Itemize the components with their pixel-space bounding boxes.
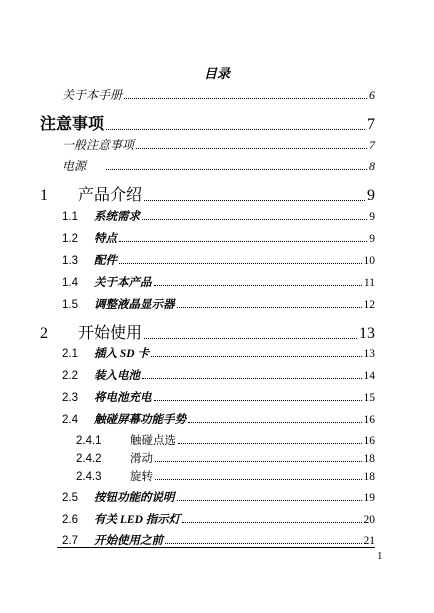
- toc-leader-dots: [142, 378, 362, 379]
- toc-entry-label: 旋转: [130, 471, 153, 483]
- toc-entry[interactable]: [62, 345, 375, 361]
- toc-entry-page: 7: [367, 116, 375, 133]
- toc-entry-label: 触碰屏幕功能手势: [94, 414, 186, 426]
- toc-entry-label: 注意事项: [40, 116, 105, 133]
- toc-entry-number: 2.1: [62, 348, 78, 360]
- toc-entry-label: 插入 SD 卡: [94, 348, 149, 360]
- toc-leader-dots: [154, 400, 362, 401]
- toc-entry-page: 6: [369, 88, 375, 102]
- toc-leader-dots: [155, 479, 362, 480]
- toc-entry-number: 2.4: [62, 414, 78, 426]
- toc-entry-page: 13: [363, 348, 375, 360]
- toc-entry[interactable]: [62, 86, 375, 103]
- toc-entry-number: 2.4.3: [76, 471, 102, 483]
- toc-entry[interactable]: [62, 489, 375, 505]
- toc-entry-page: 14: [363, 370, 375, 382]
- toc-entry-label: 调整液晶显示器: [94, 299, 175, 311]
- toc-entry-page: 18: [363, 471, 375, 483]
- toc-leader-dots: [142, 219, 367, 220]
- toc-entry[interactable]: [62, 136, 375, 153]
- toc-entry[interactable]: [62, 532, 375, 548]
- toc-entry-label: 滑动: [130, 453, 153, 465]
- toc-entry-page: 19: [363, 492, 375, 504]
- toc-entry[interactable]: [40, 320, 375, 343]
- toc-entry-number: 2.4.1: [76, 435, 102, 447]
- toc-leader-dots: [154, 285, 362, 286]
- toc-entry-number: 2.2: [62, 370, 78, 382]
- toc-entry-label: 有关 LED 指示灯: [94, 514, 181, 526]
- toc-entry[interactable]: [62, 208, 375, 224]
- toc-entry-label: 关于本产品: [94, 277, 152, 289]
- toc-entry-page: 9: [367, 187, 375, 204]
- toc-entry[interactable]: [62, 230, 375, 246]
- toc-entry[interactable]: [76, 450, 375, 466]
- toc-entry-number: 1.5: [62, 299, 78, 311]
- toc-leader-dots: [144, 338, 357, 339]
- toc-leader-dots: [144, 200, 365, 201]
- toc-leader-dots: [182, 522, 361, 523]
- toc-entry-label: 一般注意事项: [62, 138, 135, 152]
- toc-entry-label: 开始使用之前: [94, 535, 163, 547]
- toc-leader-dots: [119, 241, 367, 242]
- toc-entry-page: 9: [369, 233, 375, 245]
- toc-entry[interactable]: [62, 411, 375, 427]
- toc-entry-page: 21: [363, 535, 375, 547]
- toc-entry-number: 1.1: [62, 211, 78, 223]
- toc-entry[interactable]: [40, 111, 375, 134]
- toc-entry-label: 装入电池: [94, 370, 140, 382]
- footer-rule: [57, 547, 375, 548]
- toc-entry[interactable]: [40, 182, 375, 205]
- toc-leader-dots: [124, 98, 367, 99]
- toc-leader-dots: [165, 543, 362, 544]
- toc-entry[interactable]: [76, 468, 375, 484]
- toc-entry-page: 7: [369, 138, 375, 152]
- toc-entry-number: 1.2: [62, 233, 78, 245]
- toc-leader-dots: [155, 461, 362, 462]
- toc-entry-page: 16: [363, 435, 375, 447]
- toc-entry-number: 2.4.2: [76, 453, 102, 465]
- toc-entry-page: 16: [363, 414, 375, 426]
- toc-entry-number: 1: [40, 187, 48, 204]
- toc-entry-label: 触碰点选: [130, 435, 176, 447]
- toc-leader-dots: [178, 443, 362, 444]
- toc-entry-number: 1.3: [62, 255, 78, 267]
- toc-entry-label: 系统需求: [94, 211, 140, 223]
- toc-leader-dots: [119, 263, 362, 264]
- toc-leader-dots: [177, 307, 362, 308]
- toc-entry-number: 2: [40, 325, 48, 342]
- toc-entry-number: 2.6: [62, 514, 78, 526]
- toc-entry-page: 13: [359, 325, 375, 342]
- toc-entry-label: 关于本手册: [62, 88, 123, 102]
- toc-entry-label: 开始使用: [78, 325, 143, 342]
- toc-leader-dots: [151, 356, 362, 357]
- toc-entry[interactable]: [62, 274, 375, 290]
- page-number: 1: [377, 550, 383, 562]
- toc-entry-number: 2.5: [62, 492, 78, 504]
- toc-leader-dots: [106, 129, 365, 130]
- toc-entry-page: 18: [363, 453, 375, 465]
- toc-entry[interactable]: [62, 511, 375, 527]
- toc-entry[interactable]: [62, 296, 375, 312]
- toc-entry-page: 11: [363, 277, 375, 289]
- toc-entry-page: 15: [363, 392, 375, 404]
- toc-entry-page: 12: [363, 299, 375, 311]
- toc-leader-dots: [106, 169, 367, 170]
- toc-entry-label: 特点: [94, 233, 117, 245]
- toc-entry-page: 8: [369, 159, 375, 173]
- toc-entry[interactable]: [62, 389, 375, 405]
- toc-entry-label: 电源: [62, 159, 87, 173]
- toc-title: 目录: [203, 66, 230, 81]
- toc-leader-dots: [177, 500, 362, 501]
- toc-entry-page: 20: [363, 514, 375, 526]
- toc-entry[interactable]: [62, 157, 375, 174]
- toc-entry[interactable]: [76, 432, 375, 448]
- toc-leader-dots: [188, 422, 362, 423]
- toc-entry-page: 10: [363, 255, 375, 267]
- toc-entry[interactable]: [62, 367, 375, 383]
- toc-entry[interactable]: [62, 252, 375, 268]
- toc-entry-label: 按钮功能的说明: [94, 492, 175, 504]
- toc-entry-label: 配件: [94, 255, 117, 267]
- toc-entry-label: 产品介绍: [78, 187, 143, 204]
- toc-entry-number: 2.3: [62, 392, 78, 404]
- toc-leader-dots: [136, 148, 367, 149]
- toc-entry-label: 将电池充电: [94, 392, 152, 404]
- toc-entry-page: 9: [369, 211, 375, 223]
- toc-entry-number: 1.4: [62, 277, 78, 289]
- toc-entry-number: 2.7: [62, 535, 78, 547]
